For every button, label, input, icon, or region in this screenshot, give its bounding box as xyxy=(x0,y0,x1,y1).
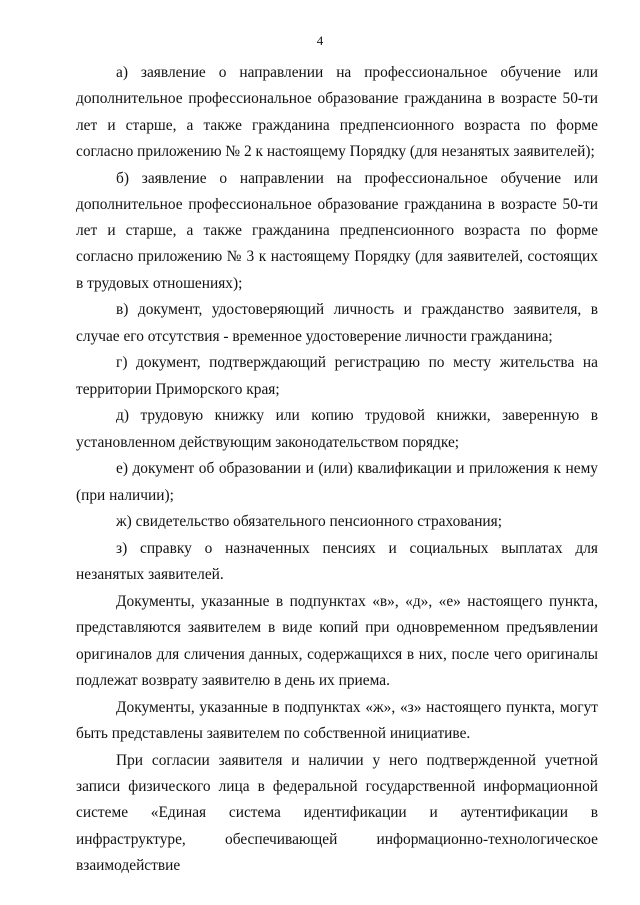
paragraph-item-b: б) заявление о направлении на профессиональное обучение или дополнительное профессиональное образование гражданина в возрасте 50-ти лет и старше, а также гражданина предпенсионного возраста по форме согласно приложению № 3 к настоящему Порядку (для заявителей, состоящих в трудовых отношениях); xyxy=(76,169,598,292)
paragraph-item-d: д) трудовую книжку или копию трудовой книжки, заверенную в установленном действующим законодательством порядке; xyxy=(76,407,598,451)
paragraph-copies-note: Документы, указанные в подпунктах «в», «д», «е» настоящего пункта, представляются заявителем в виде копий при одновременном предъявлении оригиналов для сличения данных, содержащихся в них, после чего оригиналы подлежат возврату заявителю в день их приема. xyxy=(76,593,598,689)
paragraph-item-v: в) документ, удостоверяющий личность и гражданство заявителя, в случае его отсутствия - временное удостоверение личности гражданина; xyxy=(76,301,598,345)
paragraph-item-zh: ж) свидетельство обязательного пенсионного страхования; xyxy=(116,513,503,531)
page-number: 4 xyxy=(316,33,324,48)
paragraph-item-g: г) документ, подтверждающий регистрацию по месту жительства на территории Приморского края; xyxy=(76,354,598,398)
paragraph-item-a: а) заявление о направлении на профессиональное обучение или дополнительное профессиональное образование гражданина в возрасте 50-ти лет и старше, а также гражданина предпенсионного возраста по форме согласно приложению № 2 к настоящему Порядку (для незанятых заявителей); xyxy=(76,64,598,160)
document-body xyxy=(76,60,598,880)
paragraph-esia-consent: При согласии заявителя и наличии у него подтвержденной учетной записи физического лица в федеральной государственной информационной системе «Единая система идентификации и аутентификации в инфраструктуре, обеспечивающей информационно-технологическое взаимодействие xyxy=(76,751,598,874)
paragraph-item-z: з) справку о назначенных пенсиях и социальных выплатах для незанятых заявителей. xyxy=(76,540,598,584)
paragraph-item-e: е) документ об образовании и (или) квалификации и приложения к нему (при наличии); xyxy=(76,460,598,504)
paragraph-own-initiative-note: Документы, указанные в подпунктах «ж», «з» настоящего пункта, могут быть представлены заявителем по собственной инициативе. xyxy=(76,698,598,742)
